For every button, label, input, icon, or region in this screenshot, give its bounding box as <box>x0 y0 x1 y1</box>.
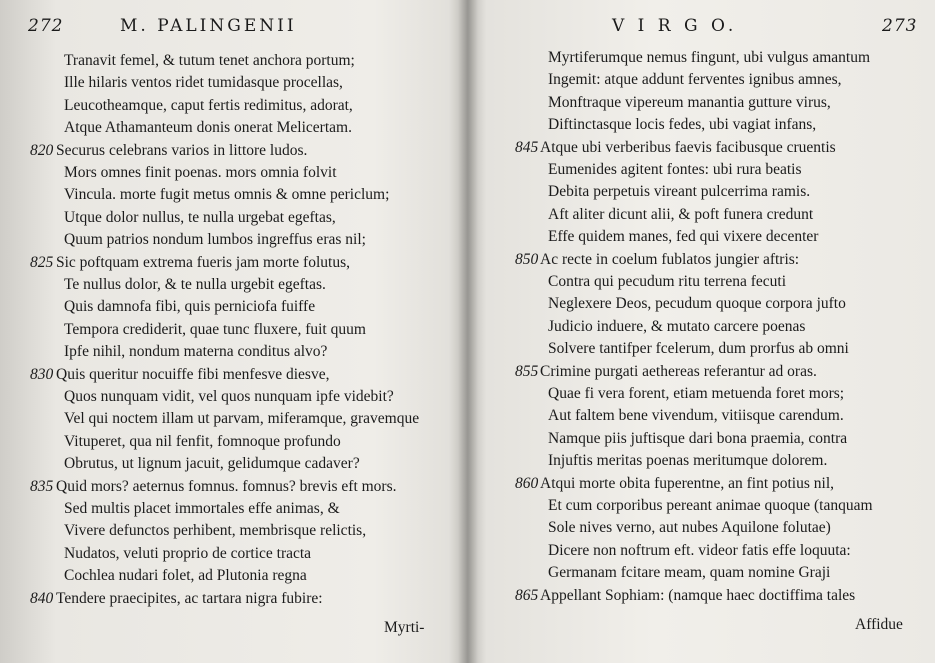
verse-line: Ingemit: atque addunt ferventes ignibus amnes, <box>548 71 842 89</box>
verse-line: Cochlea nudari folet, ad Plutonia regna <box>64 567 307 585</box>
verse-line: Obrutus, ut lignum jacuit, gelidumque cadaver? <box>64 455 360 473</box>
verse-line: Injuftis meritas poenas meritumque dolorem. <box>548 452 828 470</box>
line-number: 845 <box>515 138 539 156</box>
verse-line: Sed multis placet immortales effe animas, & <box>64 500 340 517</box>
verse-line: Quae fi vera forent, etiam metuenda foret mors; <box>548 385 845 402</box>
verse-line: Vel qui noctem illam ut parvam, miferamque, gravemque <box>64 410 420 428</box>
right-page <box>470 0 935 663</box>
verse-line: Aft aliter dicunt alii, & poft funera credunt <box>548 205 814 223</box>
verse-line: Ac recte in coelum fublatos jungier aftris: <box>540 250 800 268</box>
verse-line: Ipfe nihil, nondum materna conditus alvo? <box>64 343 328 361</box>
line-number: 865 <box>515 586 539 604</box>
right-running-head: V I R G O. <box>612 16 738 36</box>
verse-line: Atque ubi verberibus faevis facibusque cruentis <box>540 138 836 156</box>
left-page <box>0 0 466 663</box>
line-number: 825 <box>30 253 54 271</box>
verse-line: Utque dolor nullus, te nulla urgebat egeftas, <box>64 208 336 226</box>
verse-line: Quum patrios nondum lumbos ingreffus eras nil; <box>64 231 366 249</box>
verse-line: Appellant Sophiam: (namque haec doctiffima tales <box>540 586 856 604</box>
verse-line: Quid mors? aeternus fomnus. fomnus? brevis eft mors. <box>56 477 397 495</box>
verse-line: Mors omnes finit poenas. mors omnia folvit <box>64 164 337 181</box>
right-page-number: 273 <box>882 16 918 36</box>
verse-line: Solvere tantifper fcelerum, dum prorfus ab omni <box>548 340 849 358</box>
verse-line: Et cum corporibus pereant animae quoque (tanquam <box>548 497 873 514</box>
verse-line: Monftraque vipereum manantia gutture virus, <box>548 93 831 111</box>
verse-line: Atqui morte obita fuperentne, an fint potius nil, <box>540 474 835 492</box>
left-page-number: 272 <box>28 16 64 36</box>
verse-line: Quos nunquam vidit, vel quos nunquam ipfe videbit? <box>64 388 394 405</box>
line-number: 820 <box>30 141 54 159</box>
verse-line: Ille hilaris ventos ridet tumidasque procellas, <box>64 74 343 92</box>
verse-line: Nudatos, veluti proprio de cortice tracta <box>64 544 312 562</box>
verse-line: Te nullus dolor, & te nulla urgebit egeftas. <box>64 276 326 293</box>
verse-line: Vincula. morte fugit metus omnis & omne periclum; <box>64 186 390 204</box>
verse-line: Crimine purgati aethereas referantur ad oras. <box>540 362 817 380</box>
verse-line: Contra qui pecudum ritu terrena fecuti <box>548 273 787 290</box>
verse-line: Vituperet, qua nil fenfit, fomnoque profundo <box>64 432 341 450</box>
verse-line: Vivere defunctos perhibent, membrisque relictis, <box>64 522 367 540</box>
verse-line: Tranavit femel, & tutum tenet anchora portum; <box>64 52 355 69</box>
line-number: 835 <box>30 477 54 495</box>
verse-line: Quis damnofa fibi, quis perniciofa fuiffe <box>64 298 316 316</box>
verse-line: Dicere non noftrum eft. videor fatis effe loquuta: <box>548 541 851 559</box>
line-number: 840 <box>30 589 54 607</box>
verse-line: Securus celebrans varios in littore ludos. <box>56 141 308 159</box>
verse-line: Namque piis juftisque dari bona praemia, contra <box>548 429 848 447</box>
line-number: 860 <box>515 474 539 492</box>
line-number: 830 <box>30 365 54 383</box>
verse-line: Neglexere Deos, pecudum quoque corpora jufto <box>548 295 846 313</box>
line-number: 855 <box>515 362 539 380</box>
verse-line: Effe quidem manes, fed qui vixere decenter <box>548 228 819 246</box>
verse-line: Germanam fcitare meam, quam nomine Graji <box>548 564 831 582</box>
left-running-head: M. PALINGENII <box>120 16 297 36</box>
line-number: 850 <box>515 250 539 268</box>
verse-line: Eumenides agitent fontes: ubi rura beatis <box>548 161 802 178</box>
verse-line: Diftinctasque locis fedes, ubi vagiat infans, <box>548 116 817 134</box>
verse-line: Atque Athamanteum donis onerat Melicertam. <box>64 119 352 137</box>
verse-line: Debita perpetuis vireant pulcerrima ramis. <box>548 183 811 201</box>
verse-line: Tempora crediderit, quae tunc fluxere, fuit quum <box>64 320 366 338</box>
verse-line: Sole nives verno, aut nubes Aquilone folutae) <box>548 519 831 537</box>
verse-line: Leucotheamque, caput fertis redimitus, adorat, <box>64 96 353 114</box>
verse-line: Sic poftquam extrema fueris jam morte folutus, <box>56 253 350 271</box>
verse-line: Myrtiferumque nemus fingunt, ubi vulgus amantum <box>548 49 871 66</box>
verse-line: Quis queritur nocuiffe fibi menfesve diesve, <box>56 365 330 383</box>
verse-line: Judicio induere, & mutato carcere poenas <box>548 317 806 335</box>
right-catchword: Affidue <box>855 616 903 633</box>
verse-line: Aut faltem bene vivendum, vitiisque carendum. <box>548 407 844 425</box>
left-catchword: Myrti- <box>384 619 425 636</box>
verse-line: Tendere praecipites, ac tartara nigra fubire: <box>56 589 323 607</box>
